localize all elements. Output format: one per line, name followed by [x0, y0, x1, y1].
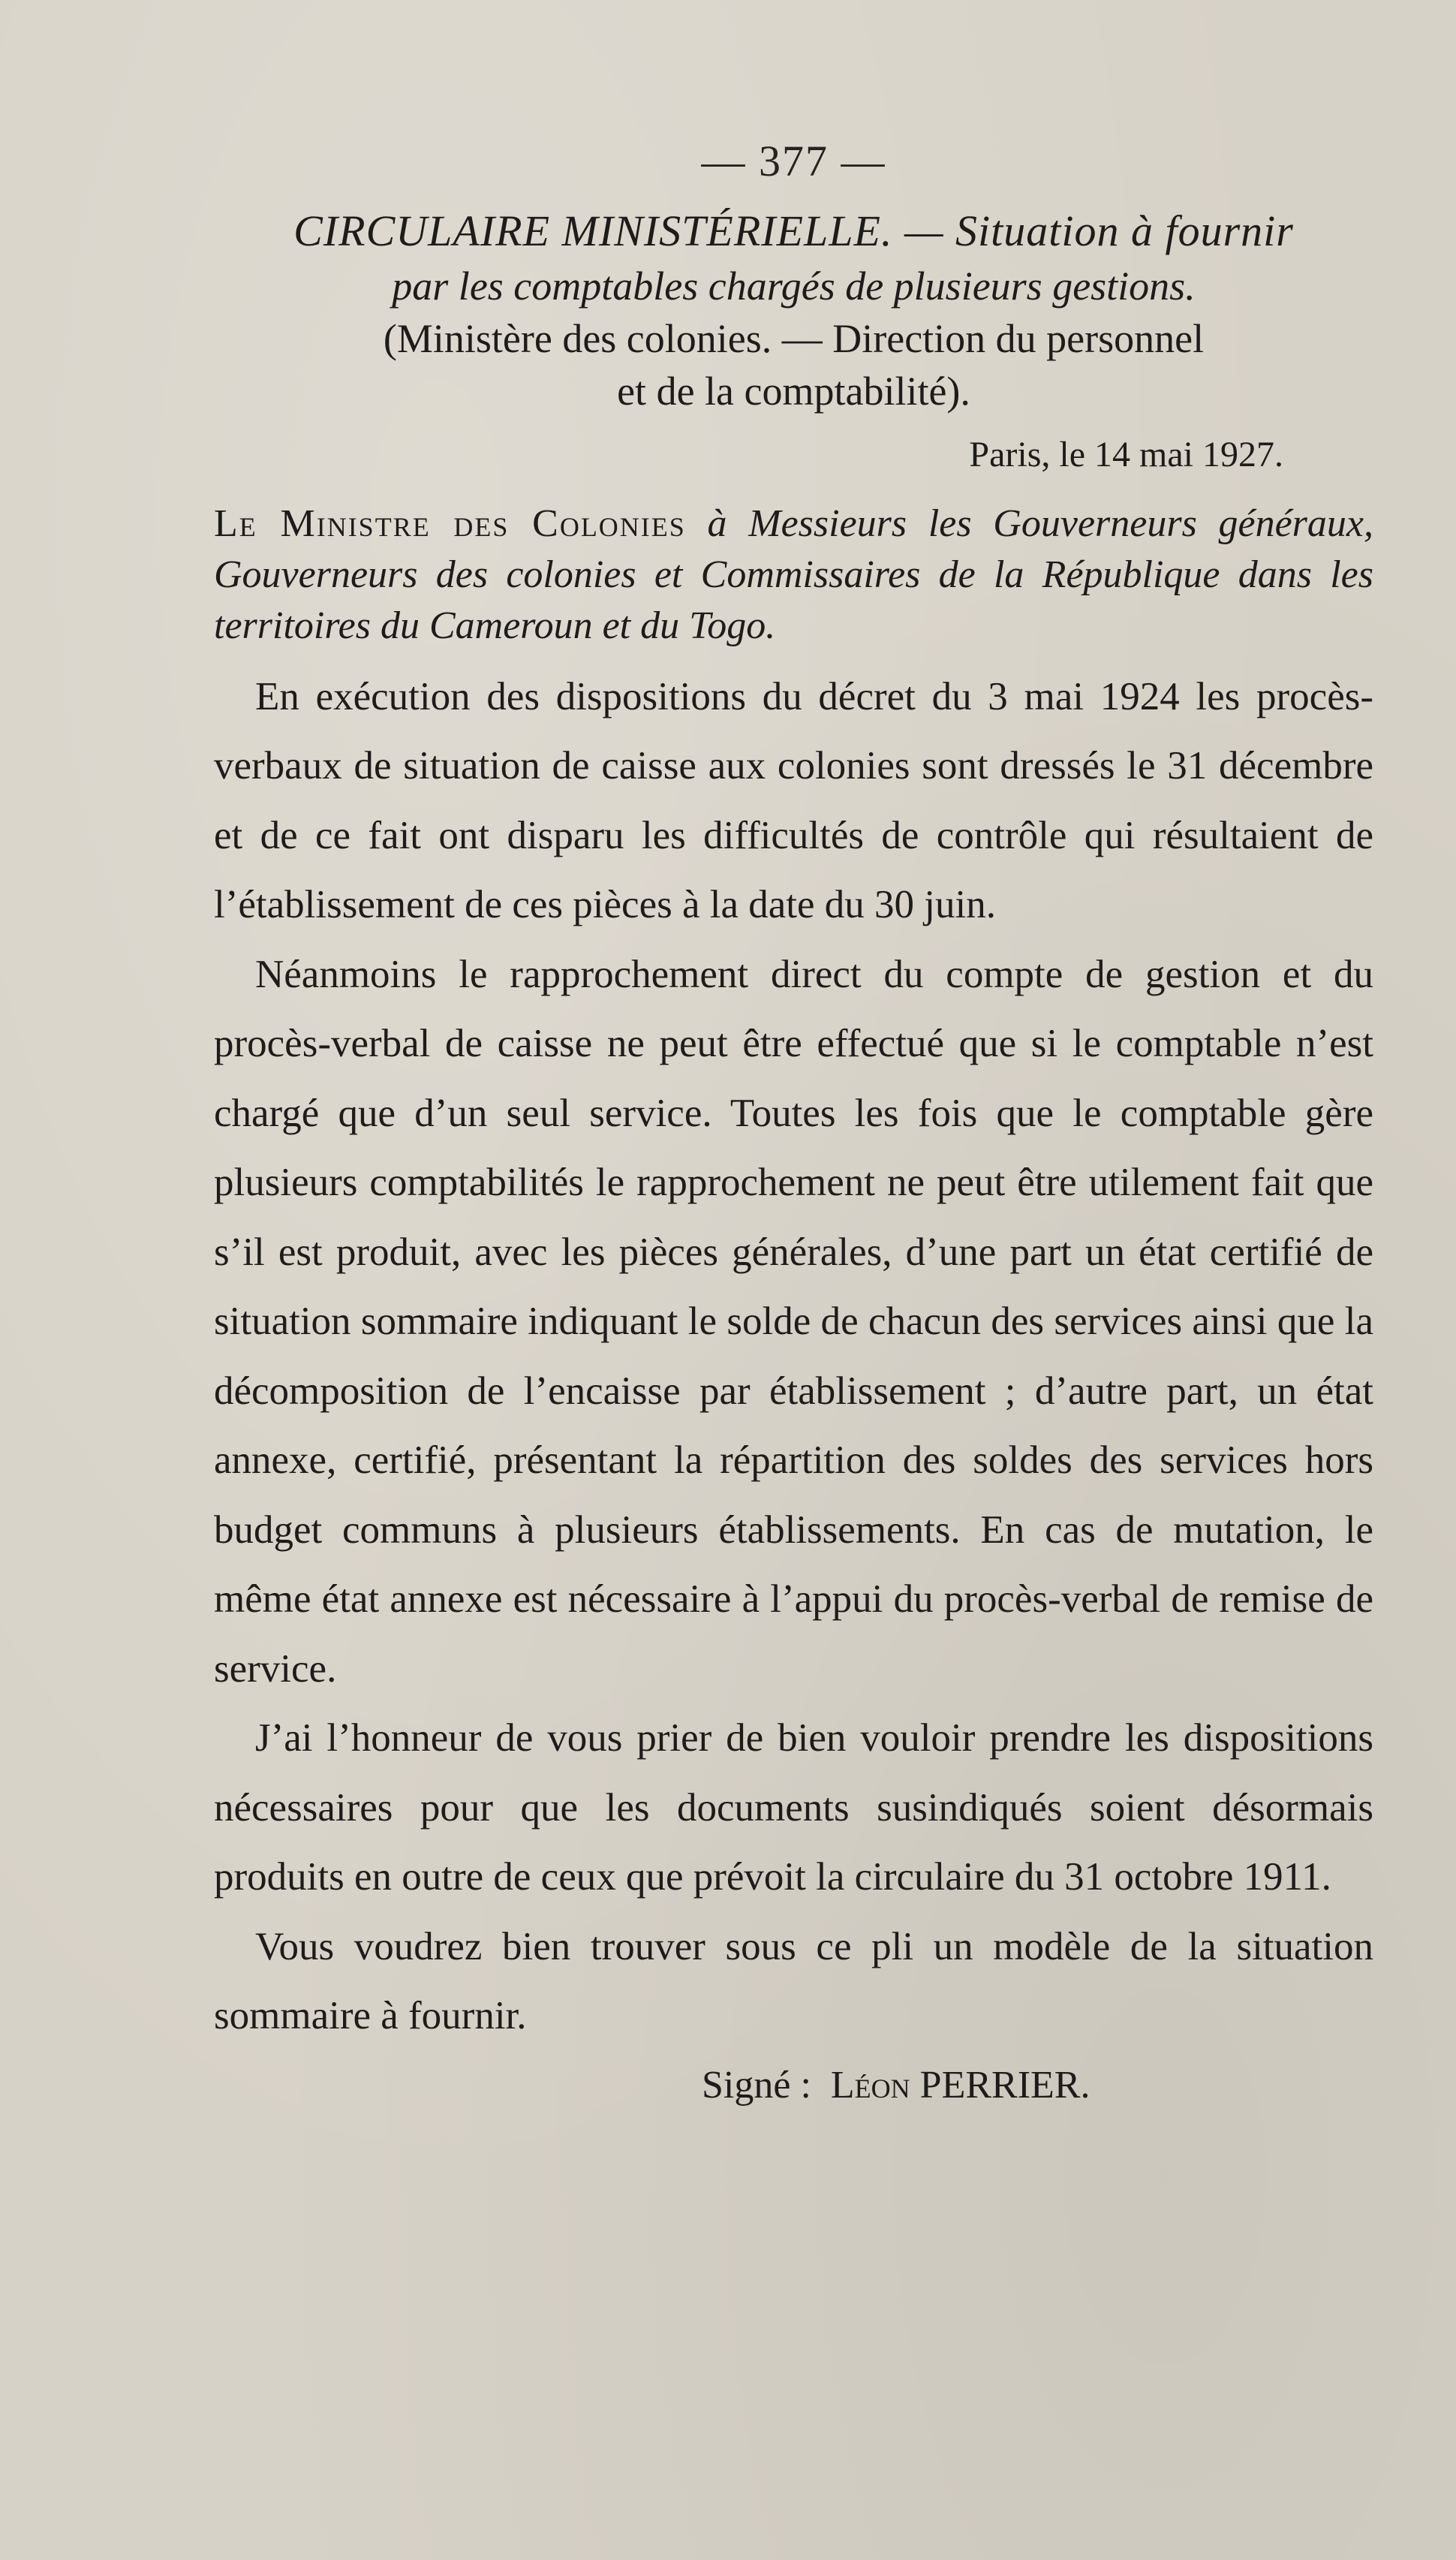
address-block: [214, 498, 1373, 652]
address-recipients: à Messieurs les Gouverneurs généraux, Gouverneurs des colonies et Commissaires de la République dans les territoires du Cameroun et du Togo.: [214, 501, 1374, 647]
page-number: — 377 —: [701, 137, 886, 185]
paragraph-2: Néanmoins le rapprochement direct du compte de gestion et du procès-verbal de caisse ne peut être effectué que si le comptable n’est chargé que d’un seul service. Toutes les fois que le comptable gère plusieurs comptabilités le rapprochement ne peut être utilement fait que s’il est produit, avec les pièces générales, d’une part un état certifié de situation sommaire indiquant le solde de chacun des services ainsi que la décomposition de l’encaisse par établissement ; d’autre part, un état annexe, certifié, présentant la répartition des soldes des services hors budget communs à plusieurs établissements. En cas de mutation, le même état annexe est nécessaire à l’appui du procès-verbal de remise de service.: [214, 952, 1373, 1691]
paragraph-3: J’ai l’honneur de vous prier de bien vouloir prendre les dispositions nécessaires pour que les documents susindiqués soient désormais produits en outre de ceux que prévoit la circulaire du 31 octobre 1911.: [214, 1716, 1373, 1899]
heading-direction: et de la comptabilité).: [617, 368, 970, 414]
dateline: Paris, le 14 mai 1927.: [969, 434, 1283, 474]
heading-title: CIRCULAIRE MINISTÉRIELLE. — Situation à fournir: [293, 206, 1294, 255]
address-sender: Le Ministre des Colonies: [214, 501, 686, 545]
signature-name: Léon PERRIER.: [830, 2063, 1090, 2107]
signature: [214, 2051, 1373, 2120]
heading-ministry: (Ministère des colonies. — Direction du personnel: [383, 315, 1205, 361]
paragraph-1: En exécution des dispositions du décret du 3 mai 1924 les procès-verbaux de situation de caisse aux colonies sont dressés le 31 décembre et de ce fait ont disparu les difficultés de contrôle qui résultaient de l’établissement de ces pièces à la date du 30 juin.: [214, 674, 1373, 927]
signature-label: Signé :: [702, 2063, 811, 2107]
heading-subtitle: par les comptables chargés de plusieurs gestions.: [392, 263, 1196, 309]
text-block: [214, 135, 1373, 2120]
paragraph-4: Vous voudrez bien trouver sous ce pli un modèle de la situation sommaire à fournir.: [214, 1924, 1373, 2038]
circular-heading: [214, 203, 1373, 417]
